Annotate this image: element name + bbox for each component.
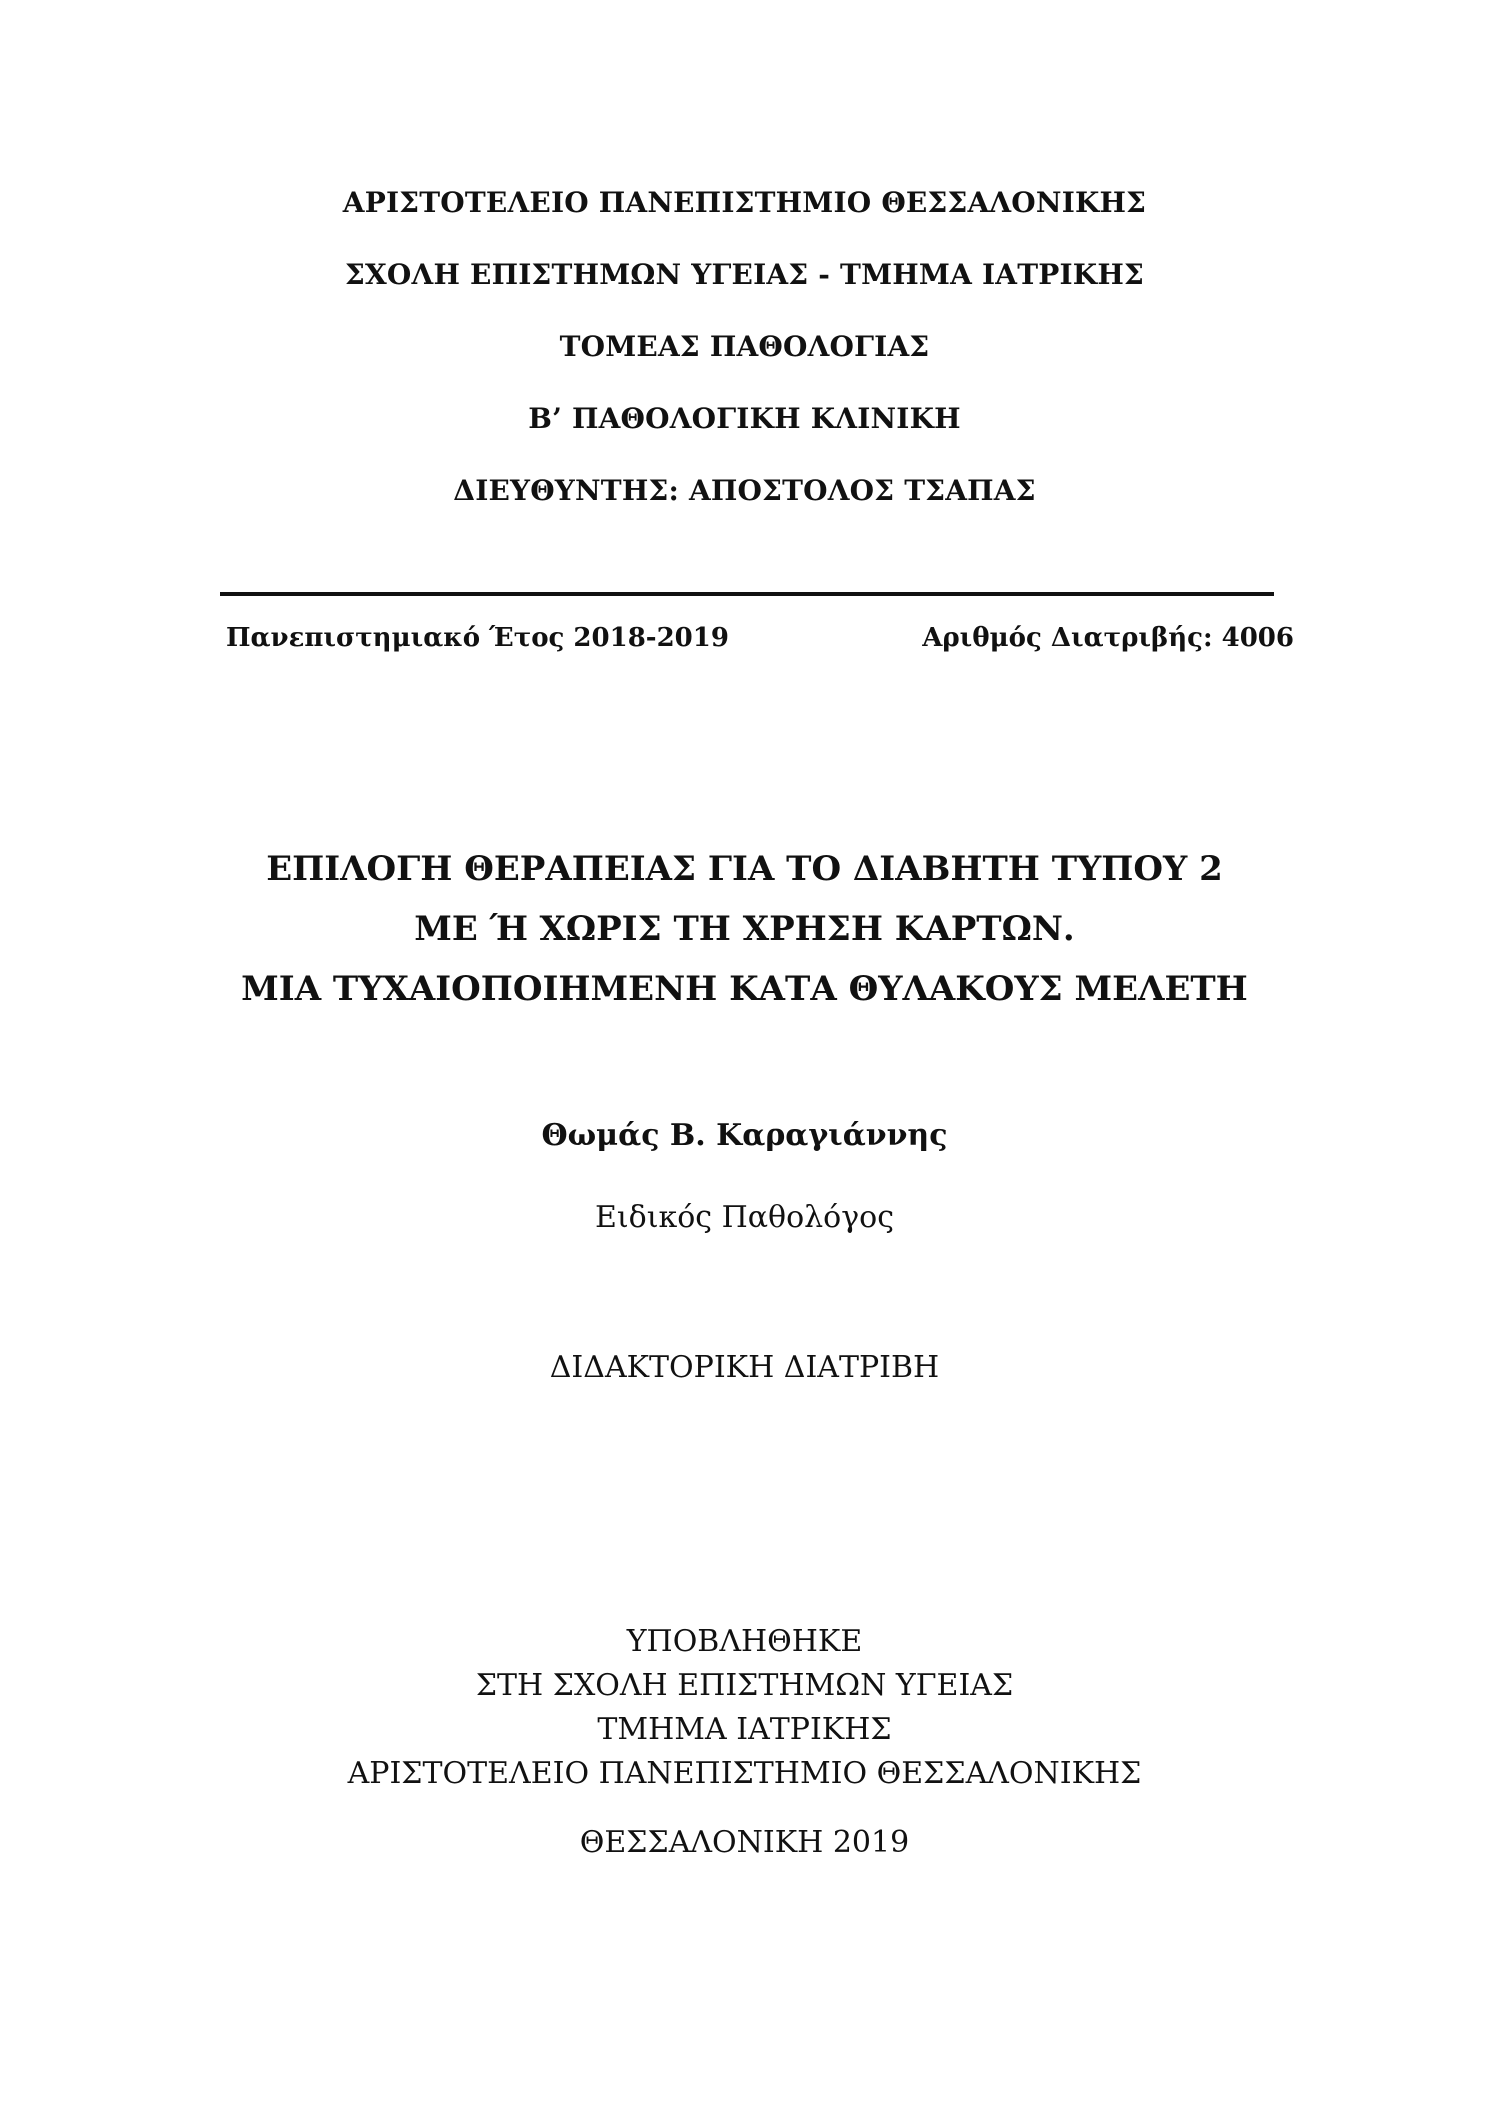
submission-line: ΑΡΙΣΤΟΤΕΛΕΙΟ ΠΑΝΕΠΙΣΤΗΜΙΟ ΘΕΣΣΑΛΟΝΙΚΗΣ xyxy=(347,1756,1142,1791)
university-name: ΑΡΙΣΤΟΤΕΛΕΙΟ ΠΑΝΕΠΙΣΤΗΜΙΟ ΘΕΣΣΑΛΟΝΙΚΗΣ xyxy=(342,186,1147,219)
document-type: ΔΙΔΑΚΤΟΡΙΚΗ ΔΙΑΤΡΙΒΗ xyxy=(549,1350,940,1385)
thesis-number: Αριθμός Διατριβής: 4006 xyxy=(922,623,1294,653)
thesis-title xyxy=(0,839,1489,1019)
sector-name: ΤΟΜΕΑΣ ΠΑΘΟΛΟΓΙΑΣ xyxy=(559,330,930,363)
submission-line: ΣΤΗ ΣΧΟΛΗ ΕΠΙΣΤΗΜΩΝ ΥΓΕΙΑΣ xyxy=(475,1668,1014,1703)
header-divider xyxy=(220,592,1274,596)
author-name: Θωμάς Β. Καραγιάννης xyxy=(541,1118,948,1153)
thesis-title-line: ΜΕ Ή ΧΩΡΙΣ ΤΗ ΧΡΗΣΗ ΚΑΡΤΩΝ. xyxy=(414,909,1075,949)
thesis-title-line: ΜΙΑ ΤΥΧΑΙΟΠΟΙΗΜΕΝΗ ΚΑΤΑ ΘΥΛΑΚΟΥΣ ΜΕΛΕΤΗ xyxy=(241,969,1248,1009)
academic-year: Πανεπιστημιακό Έτος 2018-2019 xyxy=(226,623,729,653)
thesis-title-line: ΕΠΙΛΟΓΗ ΘΕΡΑΠΕΙΑΣ ΓΙΑ ΤΟ ΔΙΑΒΗΤΗ ΤΥΠΟΥ 2 xyxy=(266,849,1223,889)
clinic-name: Β’ ΠΑΘΟΛΟΓΙΚΗ ΚΛΙΝΙΚΗ xyxy=(528,402,961,435)
school-department: ΣΧΟΛΗ ΕΠΙΣΤΗΜΩΝ ΥΓΕΙΑΣ - ΤΜΗΜΑ ΙΑΤΡΙΚΗΣ xyxy=(345,258,1144,291)
submission-line: ΥΠΟΒΛΗΘΗΚΕ xyxy=(626,1624,863,1659)
submission-line: ΤΜΗΜΑ ΙΑΤΡΙΚΗΣ xyxy=(597,1712,892,1747)
place-date: ΘΕΣΣΑΛΟΝΙΚΗ 2019 xyxy=(579,1825,910,1860)
author-role: Ειδικός Παθολόγος xyxy=(594,1200,895,1235)
director-line: ΔΙΕΥΘΥΝΤΗΣ: ΑΠΟΣΤΟΛΟΣ ΤΣΑΠΑΣ xyxy=(453,474,1036,507)
submission-statement xyxy=(0,1620,1489,1796)
